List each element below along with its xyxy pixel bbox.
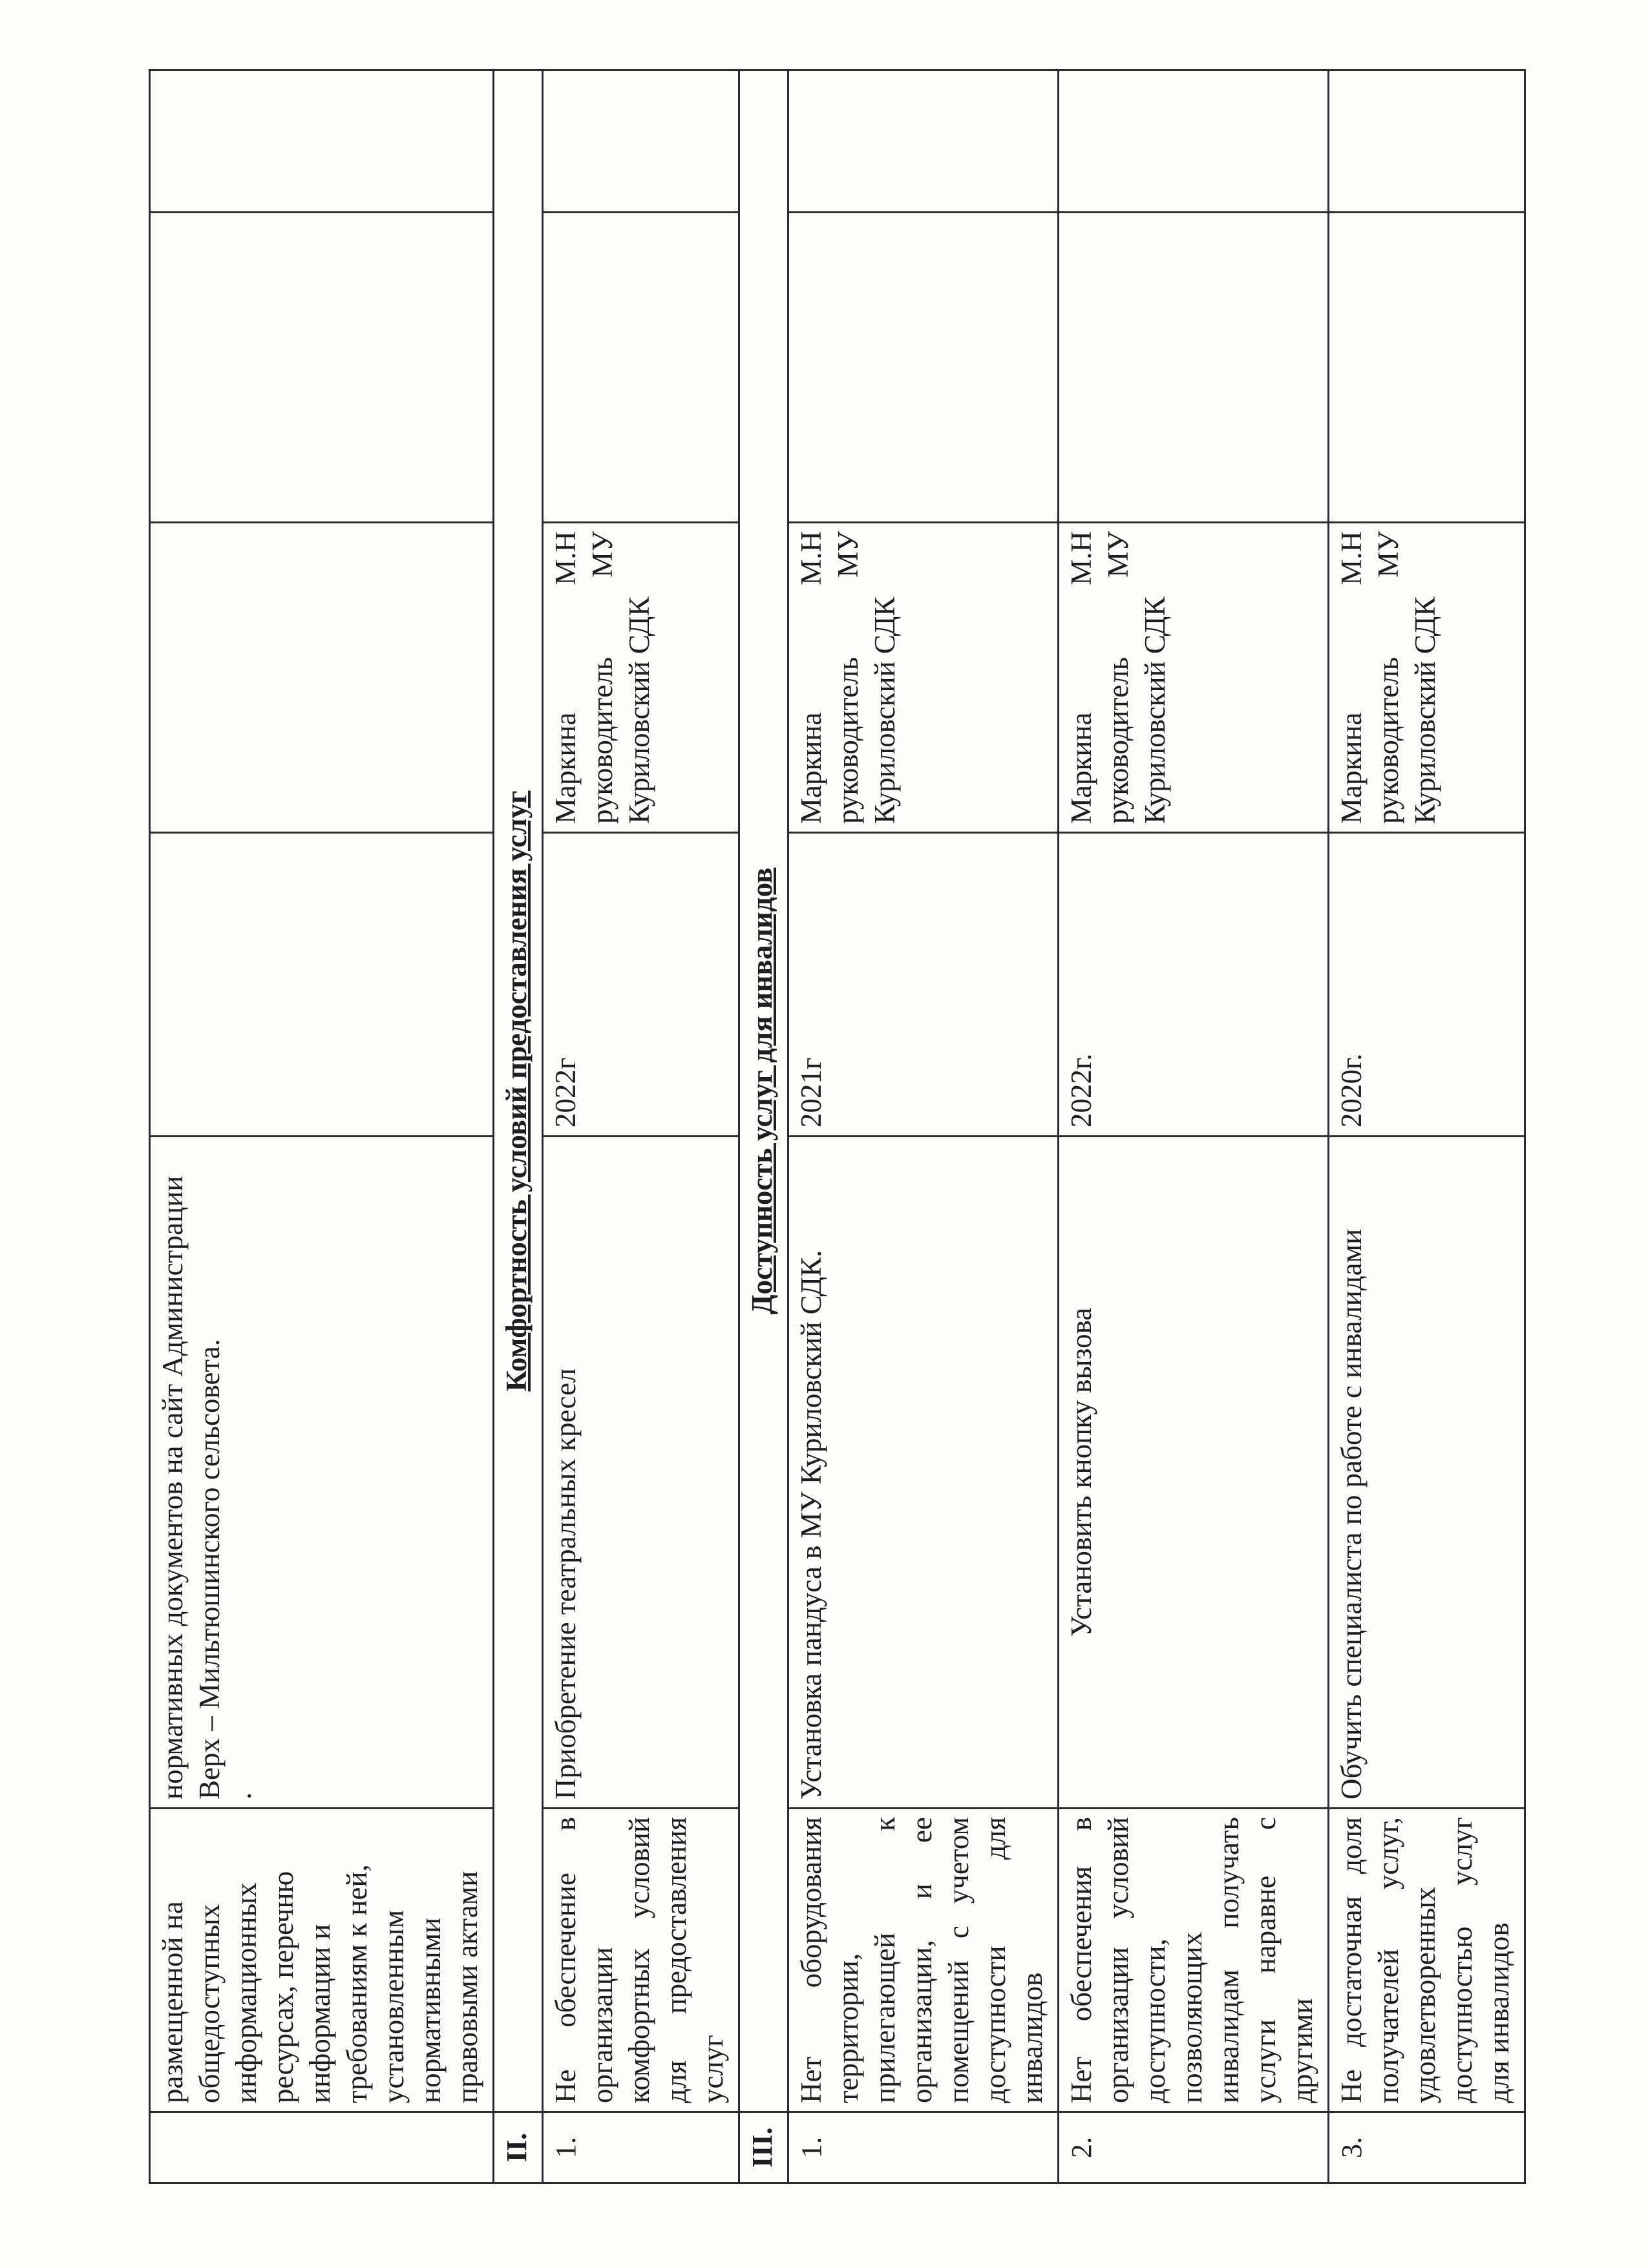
date-cell <box>1059 70 1329 213</box>
problem-cell: Не достаточная доля получателей услуг, удовлетворенных доступностью услуг для инвалидов <box>1329 1809 1525 2112</box>
responsible-role: руководитель <box>1102 656 1134 824</box>
section-header-row <box>494 70 543 2183</box>
table-row <box>788 70 1059 2183</box>
responsible-initials: М.Н <box>795 531 827 585</box>
action-plan-table <box>149 69 1526 2184</box>
result-cell <box>1329 213 1525 523</box>
table-row <box>543 70 739 2183</box>
result-cell <box>543 213 739 523</box>
result-cell <box>150 213 494 523</box>
measure-text: нормативных документов на сайт Администрации Верх – Мильтюшинского сельсовета. <box>156 1175 226 1800</box>
deadline-cell: 2022г. <box>1059 833 1329 1137</box>
responsible-role: руководитель <box>1372 656 1404 824</box>
responsible-cell <box>788 523 1059 833</box>
responsible-cell <box>543 523 739 833</box>
table-row <box>1329 70 1525 2183</box>
problem-cell <box>150 1809 494 2112</box>
row-number-cell: 3. <box>1329 2112 1525 2183</box>
responsible-role: руководитель <box>586 656 618 824</box>
result-cell <box>1059 213 1329 523</box>
measure-cell: Установить кнопку вызова <box>1059 1137 1329 1809</box>
responsible-cell <box>1059 523 1329 833</box>
section-header-row <box>739 70 788 2183</box>
measure-note: . <box>225 1792 257 1800</box>
deadline-cell <box>150 833 494 1137</box>
responsible-org-type: МУ <box>1102 531 1134 578</box>
responsible-name: Маркина <box>1335 712 1368 824</box>
responsible-org: Куриловский СДК <box>869 596 901 824</box>
date-cell <box>150 70 494 213</box>
responsible-initials: М.Н <box>1335 531 1368 585</box>
table-row <box>150 70 494 2183</box>
deadline-cell: 2020г. <box>1329 833 1525 1137</box>
table-row <box>1059 70 1329 2183</box>
responsible-org-type: МУ <box>586 531 618 578</box>
row-number-cell: 1. <box>788 2112 1059 2183</box>
responsible-cell <box>1329 523 1525 833</box>
responsible-org-type: МУ <box>832 531 864 578</box>
row-number-cell: 1. <box>543 2112 739 2183</box>
section-title: Доступность услуг для инвалидов <box>739 70 788 2112</box>
section-number: II. <box>494 2112 543 2183</box>
problem-cell: Не обеспечение в организации комфортных условий для предоставления услуг <box>543 1809 739 2112</box>
section-number: III. <box>739 2112 788 2183</box>
measure-cell: Обучить специалиста по работе с инвалидами <box>1329 1137 1525 1809</box>
responsible-name: Маркина <box>549 712 582 824</box>
responsible-initials: М.Н <box>549 531 582 585</box>
problem-cell: Нет обеспечения в организации условий доступности, позволяющих инвалидам получать услуги наравне с другими <box>1059 1809 1329 2112</box>
measure-cell: Приобретение театральных кресел <box>543 1137 739 1809</box>
problem-cell: Нет оборудования территории, прилегающей к организации, и ее помещений с учетом доступности для инвалидов <box>788 1809 1059 2112</box>
row-number-cell: 2. <box>1059 2112 1329 2183</box>
measure-cell: Установка пандуса в МУ Куриловский СДК. <box>788 1137 1059 1809</box>
date-cell <box>1329 70 1525 213</box>
responsible-org: Куриловский СДК <box>1409 596 1441 824</box>
responsible-name: Маркина <box>795 712 827 824</box>
deadline-cell: 2022г <box>543 833 739 1137</box>
deadline-cell: 2021г <box>788 833 1059 1137</box>
responsible-org: Куриловский СДК <box>1139 596 1171 824</box>
responsible-cell <box>150 523 494 833</box>
problem-text: размещенной на общедоступных информационных ресурсах, перечню информации и требованиям к ней, установленным нормативными правовыми актами <box>156 1864 483 2103</box>
measure-cell <box>150 1137 494 1809</box>
row-number-cell <box>150 2112 494 2183</box>
date-cell <box>543 70 739 213</box>
responsible-name: Маркина <box>1065 712 1097 824</box>
section-title: Комфортность условий предоставления услуг <box>494 70 543 2112</box>
result-cell <box>788 213 1059 523</box>
date-cell <box>788 70 1059 213</box>
responsible-role: руководитель <box>832 656 864 824</box>
responsible-org-type: МУ <box>1372 531 1404 578</box>
responsible-initials: М.Н <box>1065 531 1097 585</box>
responsible-org: Куриловский СДК <box>623 596 655 824</box>
